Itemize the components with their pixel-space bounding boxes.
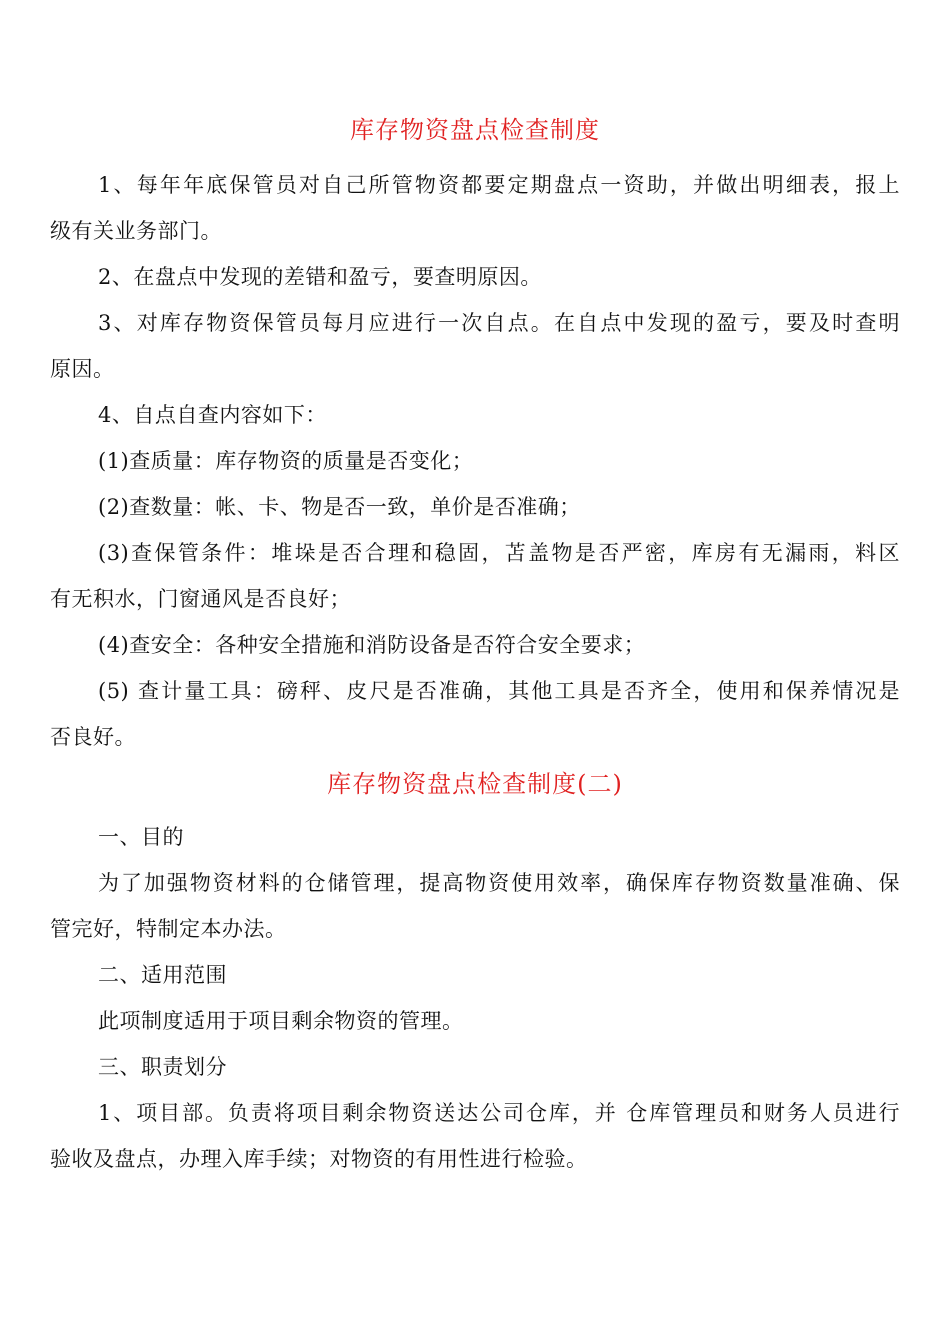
check-item-5-line-2: 否良好。 [50, 725, 136, 749]
purpose-line-2: 管完好，特制定本办法。 [50, 917, 287, 941]
check-item-3-line-1: (3)查保管条件：堆垛是否合理和稳固，苫盖物是否严密，库房有无漏雨，料区 [98, 541, 900, 565]
purpose-line-1: 为了加强物资材料的仓储管理，提高物资使用效率，确保库存物资数量准确、保 [98, 871, 900, 895]
paragraph-3-line-2: 原因。 [50, 357, 115, 381]
section-heading-duties: 三、职责划分 [98, 1055, 227, 1079]
paragraph-4: 4、自点自查内容如下： [98, 403, 327, 427]
section-heading-purpose: 一、目的 [98, 825, 184, 849]
duty-line-2: 验收及盘点，办理入库手续；对物资的有用性进行检验。 [50, 1147, 588, 1171]
scope-text: 此项制度适用于项目剩余物资的管理。 [98, 1009, 464, 1033]
paragraph-2: 2、在盘点中发现的差错和盈亏，要查明原因。 [98, 265, 542, 289]
check-item-3-line-2: 有无积水，门窗通风是否良好； [50, 587, 351, 611]
check-item-4: (4)查安全：各种安全措施和消防设备是否符合安全要求； [98, 633, 646, 657]
document-subtitle: 库存物资盘点检查制度(二) [327, 770, 623, 798]
check-item-5-line-1: (5) 查计量工具：磅秤、皮尺是否准确，其他工具是否齐全，使用和保养情况是 [98, 679, 900, 703]
document-title: 库存物资盘点检查制度 [350, 116, 600, 144]
paragraph-3-line-1: 3、对库存物资保管员每月应进行一次自点。在自点中发现的盈亏，要及时查明 [98, 311, 900, 335]
check-item-1: (1)查质量：库存物资的质量是否变化； [98, 449, 474, 473]
duty-line-1: 1、项目部。负责将项目剩余物资送达公司仓库，并 仓库管理员和财务人员进行 [98, 1101, 900, 1125]
paragraph-1-line-2: 级有关业务部门。 [50, 219, 222, 243]
paragraph-1-line-1: 1、每年年底保管员对自己所管物资都要定期盘点一资助，并做出明细表，报上 [98, 173, 900, 197]
section-heading-scope: 二、适用范围 [98, 963, 227, 987]
check-item-2: (2)查数量：帐、卡、物是否一致，单价是否准确； [98, 495, 581, 519]
